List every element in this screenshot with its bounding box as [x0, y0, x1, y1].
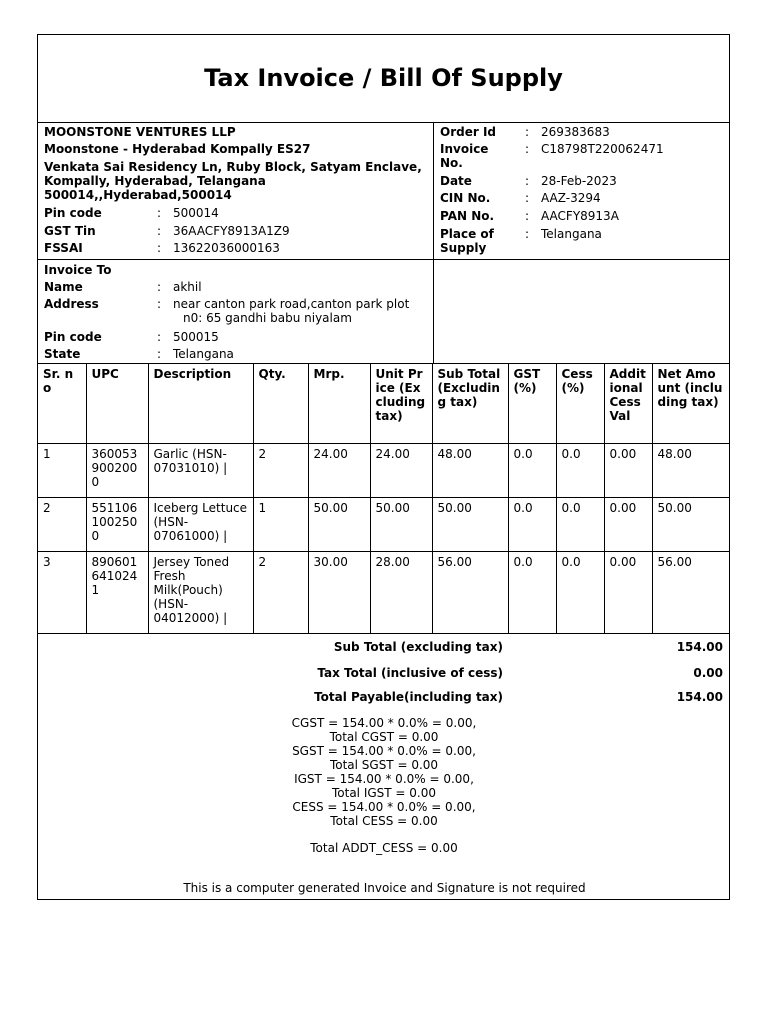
cell-sub-total: 56.00	[432, 552, 508, 634]
cell-cess: 0.0	[556, 444, 604, 498]
table-row	[38, 444, 729, 498]
cell-sr: 3	[38, 552, 86, 634]
cell-description: Jersey Toned Fresh Milk(Pouch) (HSN-04012000) |	[148, 552, 253, 634]
cell-gst: 0.0	[508, 444, 556, 498]
tax-breakdown	[3, 716, 765, 828]
header-gst: GST (%)	[508, 364, 556, 444]
buyer-address-label: Address	[44, 297, 99, 311]
cell-sr: 2	[38, 498, 86, 552]
header-additional-cess: Additional Cess Val	[604, 364, 652, 444]
header-qty: Qty.	[253, 364, 308, 444]
colon: :	[525, 191, 530, 205]
cell-net-amount: 48.00	[652, 444, 729, 498]
order-id-label: Order Id	[440, 125, 496, 139]
cell-upc: 5511061002500	[86, 498, 148, 552]
cin-label: CIN No.	[440, 191, 491, 205]
footer-note: This is a computer generated Invoice and Signature is not required	[183, 881, 586, 895]
cell-mrp: 50.00	[308, 498, 370, 552]
seller-address-line3: 500014,,Hyderabad,500014	[44, 188, 232, 202]
colon: :	[525, 142, 530, 156]
header-mrp: Mrp.	[308, 364, 370, 444]
tax-total-value: 0.00	[693, 666, 723, 680]
tax-total-label: Tax Total (inclusive of cess)	[317, 666, 503, 680]
cin-value: AAZ-3294	[541, 191, 601, 205]
buyer-block	[38, 260, 434, 364]
tax-line: CESS = 154.00 * 0.0% = 0.00,	[292, 800, 476, 814]
buyer-address-line2: n0: 65 gandhi babu niyalam	[183, 311, 352, 325]
cell-upc: 8906016410241	[86, 552, 148, 634]
seller-store: Moonstone - Hyderabad Kompally ES27	[44, 142, 311, 156]
cell-additional-cess: 0.00	[604, 552, 652, 634]
seller-address-line1: Venkata Sai Residency Ln, Ruby Block, Satyam Enclave,	[44, 160, 422, 174]
cell-cess: 0.0	[556, 552, 604, 634]
seller-name: MOONSTONE VENTURES LLP	[44, 125, 236, 139]
place-label-2: Supply	[440, 241, 487, 255]
colon: :	[157, 347, 162, 361]
header-sr: Sr. no	[38, 364, 86, 444]
tax-line: CGST = 154.00 * 0.0% = 0.00,	[291, 716, 477, 730]
header-unit-price: Unit Price (Excluding tax)	[370, 364, 432, 444]
seller-address-line2: Kompally, Hyderabad, Telangana	[44, 174, 266, 188]
colon: :	[157, 280, 162, 294]
seller-gst-label: GST Tin	[44, 224, 96, 238]
cell-unit-price: 24.00	[370, 444, 432, 498]
table-row	[38, 552, 729, 634]
tax-line: Total SGST = 0.00	[329, 758, 439, 772]
colon: :	[157, 206, 162, 220]
sub-total-label: Sub Total (excluding tax)	[333, 640, 503, 654]
tax-line: Total CESS = 0.00	[330, 814, 438, 828]
cell-gst: 0.0	[508, 498, 556, 552]
colon: :	[157, 297, 162, 311]
seller-pin-label: Pin code	[44, 206, 102, 220]
colon: :	[157, 330, 162, 344]
pan-label: PAN No.	[440, 209, 495, 223]
date-value: 28-Feb-2023	[541, 174, 617, 188]
invoice-frame	[37, 34, 730, 900]
cell-qty: 1	[253, 498, 308, 552]
buyer-pin-value: 500015	[173, 330, 219, 344]
buyer-name-value: akhil	[173, 280, 202, 294]
invoice-label-2: No.	[440, 156, 463, 170]
cell-cess: 0.0	[556, 498, 604, 552]
colon: :	[525, 209, 530, 223]
tax-line: Total IGST = 0.00	[331, 786, 437, 800]
buyer-name-label: Name	[44, 280, 83, 294]
header-upc: UPC	[86, 364, 148, 444]
cell-additional-cess: 0.00	[604, 444, 652, 498]
tax-line: Total CGST = 0.00	[329, 730, 439, 744]
colon: :	[157, 224, 162, 238]
table-row	[38, 498, 729, 552]
date-label: Date	[440, 174, 472, 188]
invoice-label-1: Invoice	[440, 142, 489, 156]
cell-unit-price: 28.00	[370, 552, 432, 634]
colon: :	[525, 174, 530, 188]
seller-fssai-value: 13622036000163	[173, 241, 280, 255]
cell-sr: 1	[38, 444, 86, 498]
items-table	[38, 363, 729, 634]
cell-qty: 2	[253, 444, 308, 498]
buyer-right-empty	[434, 260, 729, 364]
cell-net-amount: 56.00	[652, 552, 729, 634]
header-cess: Cess (%)	[556, 364, 604, 444]
place-value: Telangana	[541, 227, 602, 241]
buyer-pin-label: Pin code	[44, 330, 102, 344]
cell-net-amount: 50.00	[652, 498, 729, 552]
header-description: Description	[148, 364, 253, 444]
tax-line: SGST = 154.00 * 0.0% = 0.00,	[292, 744, 476, 758]
seller-fssai-label: FSSAI	[44, 241, 83, 255]
payable-label: Total Payable(including tax)	[314, 690, 503, 704]
cell-mrp: 24.00	[308, 444, 370, 498]
cell-mrp: 30.00	[308, 552, 370, 634]
colon: :	[525, 125, 530, 139]
header-net-amount: Net Amount (including tax)	[652, 364, 729, 444]
buyer-address-line1: near canton park road,canton park plot	[173, 297, 410, 311]
place-label-1: Place of	[440, 227, 494, 241]
colon: :	[525, 227, 530, 241]
invoice-to-heading: Invoice To	[44, 263, 112, 277]
cell-qty: 2	[253, 552, 308, 634]
cell-additional-cess: 0.00	[604, 498, 652, 552]
sub-total-value: 154.00	[676, 640, 723, 654]
cell-description: Iceberg Lettuce (HSN-07061000) |	[148, 498, 253, 552]
invoice-no-value: C18798T220062471	[541, 142, 664, 156]
seller-block	[38, 122, 434, 260]
seller-gst-value: 36AACFY8913A1Z9	[173, 224, 290, 238]
order-info-block	[434, 122, 729, 260]
table-header-row	[38, 364, 729, 444]
cell-gst: 0.0	[508, 552, 556, 634]
cell-unit-price: 50.00	[370, 498, 432, 552]
pan-value: AACFY8913A	[541, 209, 619, 223]
title-section	[38, 35, 729, 123]
tax-line: IGST = 154.00 * 0.0% = 0.00,	[294, 772, 474, 786]
order-id-value: 269383683	[541, 125, 610, 139]
buyer-state-value: Telangana	[173, 347, 234, 361]
cell-description: Garlic (HSN-07031010) |	[148, 444, 253, 498]
payable-value: 154.00	[676, 690, 723, 704]
addt-cess-total: Total ADDT_CESS = 0.00	[310, 841, 458, 855]
buyer-state-label: State	[44, 347, 81, 361]
page-title: Tax Invoice / Bill Of Supply	[204, 64, 563, 92]
cell-sub-total: 48.00	[432, 444, 508, 498]
header-sub-total: Sub Total (Excluding tax)	[432, 364, 508, 444]
colon: :	[157, 241, 162, 255]
cell-sub-total: 50.00	[432, 498, 508, 552]
seller-pin-value: 500014	[173, 206, 219, 220]
cell-upc: 3600539002000	[86, 444, 148, 498]
